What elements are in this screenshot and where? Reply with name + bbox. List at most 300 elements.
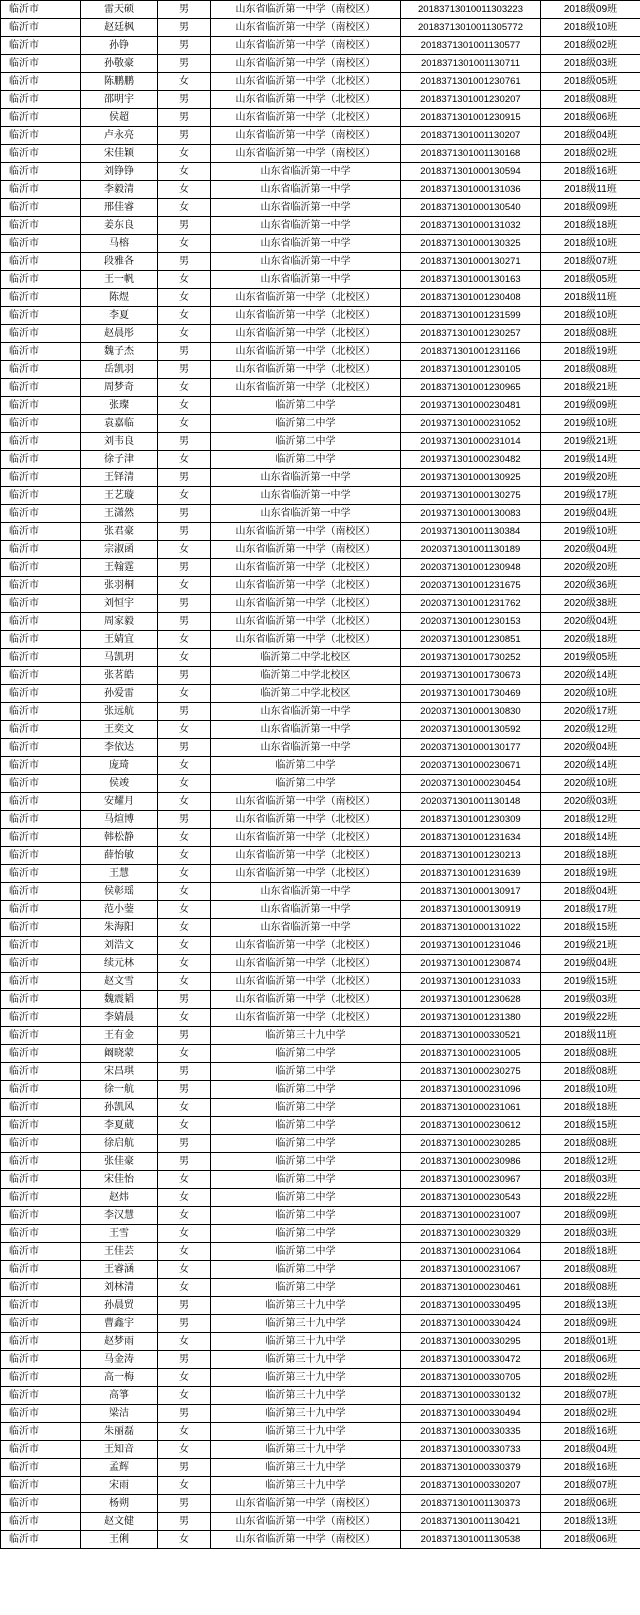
gender-cell: 女: [158, 181, 211, 199]
name-cell: 王铎清: [81, 469, 158, 487]
city-cell: 临沂市: [1, 703, 81, 721]
student-id-cell: 2019371301000231052: [401, 415, 541, 433]
class-cell: 2018级18班: [541, 847, 640, 865]
table-row: [1, 631, 640, 649]
gender-cell: 女: [158, 1207, 211, 1225]
gender-cell: 男: [158, 217, 211, 235]
class-cell: 2018级02班: [541, 37, 640, 55]
school-cell: 山东省临沂第一中学: [211, 163, 401, 181]
gender-cell: 男: [158, 1495, 211, 1513]
name-cell: 王知音: [81, 1441, 158, 1459]
school-cell: 山东省临沂第一中学（北校区）: [211, 829, 401, 847]
name-cell: 李汉慧: [81, 1207, 158, 1225]
student-id-cell: 2018371301000231005: [401, 1045, 541, 1063]
class-cell: 2018级08班: [541, 1135, 640, 1153]
name-cell: 张佳豪: [81, 1153, 158, 1171]
table-row: [1, 37, 640, 55]
school-cell: 临沂第三十九中学: [211, 1027, 401, 1045]
name-cell: 侯彰瑶: [81, 883, 158, 901]
school-cell: 临沂第三十九中学: [211, 1351, 401, 1369]
gender-cell: 女: [158, 1423, 211, 1441]
name-cell: 王艺璇: [81, 487, 158, 505]
school-cell: 山东省临沂第一中学: [211, 883, 401, 901]
class-cell: 2018级04班: [541, 127, 640, 145]
class-cell: 2018级16班: [541, 1459, 640, 1477]
city-cell: 临沂市: [1, 1513, 81, 1531]
gender-cell: 女: [158, 73, 211, 91]
city-cell: 临沂市: [1, 1405, 81, 1423]
table-row: [1, 505, 640, 523]
gender-cell: 女: [158, 289, 211, 307]
class-cell: 2020级04班: [541, 739, 640, 757]
city-cell: 临沂市: [1, 1045, 81, 1063]
city-cell: 临沂市: [1, 1423, 81, 1441]
gender-cell: 女: [158, 199, 211, 217]
table-row: [1, 793, 640, 811]
school-cell: 临沂第二中学: [211, 1045, 401, 1063]
student-id-cell: 2019371301000230481: [401, 397, 541, 415]
city-cell: 临沂市: [1, 307, 81, 325]
gender-cell: 男: [158, 55, 211, 73]
city-cell: 临沂市: [1, 1009, 81, 1027]
student-id-cell: 2019371301001231046: [401, 937, 541, 955]
gender-cell: 女: [158, 541, 211, 559]
table-row: [1, 307, 640, 325]
class-cell: 2019级05班: [541, 649, 640, 667]
table-row: [1, 1279, 640, 1297]
table-row: [1, 289, 640, 307]
school-cell: 山东省临沂第一中学（北校区）: [211, 307, 401, 325]
city-cell: 临沂市: [1, 1243, 81, 1261]
gender-cell: 男: [158, 109, 211, 127]
gender-cell: 男: [158, 1027, 211, 1045]
city-cell: 临沂市: [1, 181, 81, 199]
student-id-cell: 2018371301000230967: [401, 1171, 541, 1189]
student-id-cell: 2019371301001730252: [401, 649, 541, 667]
student-id-cell: 2018371301001130207: [401, 127, 541, 145]
name-cell: 陈鹏鹏: [81, 73, 158, 91]
city-cell: 临沂市: [1, 235, 81, 253]
name-cell: 曹鑫宇: [81, 1315, 158, 1333]
city-cell: 临沂市: [1, 937, 81, 955]
class-cell: 2019级21班: [541, 433, 640, 451]
class-cell: 2018级22班: [541, 1189, 640, 1207]
class-cell: 2018级15班: [541, 919, 640, 937]
gender-cell: 男: [158, 1153, 211, 1171]
gender-cell: 女: [158, 1477, 211, 1495]
city-cell: 临沂市: [1, 1441, 81, 1459]
gender-cell: 女: [158, 631, 211, 649]
school-cell: 山东省临沂第一中学（北校区）: [211, 613, 401, 631]
school-cell: 临沂第二中学: [211, 433, 401, 451]
city-cell: 临沂市: [1, 469, 81, 487]
table-row: [1, 181, 640, 199]
class-cell: 2018级07班: [541, 1477, 640, 1495]
gender-cell: 男: [158, 613, 211, 631]
class-cell: 2019级15班: [541, 973, 640, 991]
gender-cell: 女: [158, 919, 211, 937]
class-cell: 2018级16班: [541, 163, 640, 181]
name-cell: 刘恒宇: [81, 595, 158, 613]
class-cell: 2019级17班: [541, 487, 640, 505]
school-cell: 山东省临沂第一中学: [211, 505, 401, 523]
city-cell: 临沂市: [1, 127, 81, 145]
city-cell: 临沂市: [1, 1351, 81, 1369]
name-cell: 卢永亮: [81, 127, 158, 145]
student-id-cell: 2020371301001130148: [401, 793, 541, 811]
school-cell: 临沂第三十九中学: [211, 1405, 401, 1423]
class-cell: 2018级08班: [541, 1045, 640, 1063]
city-cell: 临沂市: [1, 541, 81, 559]
city-cell: 临沂市: [1, 1297, 81, 1315]
gender-cell: 女: [158, 649, 211, 667]
school-cell: 临沂第三十九中学: [211, 1477, 401, 1495]
name-cell: 王婧宜: [81, 631, 158, 649]
student-id-cell: 2018371301001230213: [401, 847, 541, 865]
gender-cell: 女: [158, 397, 211, 415]
student-id-cell: 2020371301001230851: [401, 631, 541, 649]
student-id-cell: 2020371301001230948: [401, 559, 541, 577]
table-row: [1, 415, 640, 433]
name-cell: 韩松静: [81, 829, 158, 847]
table-row: [1, 721, 640, 739]
student-id-cell: 2018371301000230986: [401, 1153, 541, 1171]
table-row: [1, 685, 640, 703]
table-row: [1, 127, 640, 145]
city-cell: 临沂市: [1, 1261, 81, 1279]
city-cell: 临沂市: [1, 1135, 81, 1153]
name-cell: 王睿涵: [81, 1261, 158, 1279]
table-row: [1, 919, 640, 937]
student-id-cell: 2020371301000230671: [401, 757, 541, 775]
table-row: [1, 1009, 640, 1027]
gender-cell: 女: [158, 1531, 211, 1549]
name-cell: 庞琦: [81, 757, 158, 775]
class-cell: 2020级20班: [541, 559, 640, 577]
student-id-cell: 2018371301000230612: [401, 1117, 541, 1135]
student-id-cell: 2018371301000130917: [401, 883, 541, 901]
student-id-cell: 2020371301001130189: [401, 541, 541, 559]
name-cell: 梁洁: [81, 1405, 158, 1423]
city-cell: 临沂市: [1, 433, 81, 451]
school-cell: 临沂第三十九中学: [211, 1315, 401, 1333]
school-cell: 山东省临沂第一中学: [211, 721, 401, 739]
name-cell: 侯超: [81, 109, 158, 127]
student-id-cell: 2018371301001230309: [401, 811, 541, 829]
student-id-cell: 2018371301000330424: [401, 1315, 541, 1333]
class-cell: 2019级04班: [541, 505, 640, 523]
name-cell: 王翰霆: [81, 559, 158, 577]
school-cell: 山东省临沂第一中学: [211, 217, 401, 235]
table-row: [1, 883, 640, 901]
name-cell: 魏震韬: [81, 991, 158, 1009]
student-id-cell: 2018371301000231067: [401, 1261, 541, 1279]
gender-cell: 男: [158, 343, 211, 361]
name-cell: 赵梦雨: [81, 1333, 158, 1351]
student-id-cell: 2020371301000130830: [401, 703, 541, 721]
table-row: [1, 433, 640, 451]
school-cell: 临沂第二中学: [211, 1153, 401, 1171]
table-row: [1, 199, 640, 217]
gender-cell: 女: [158, 1099, 211, 1117]
gender-cell: 女: [158, 1333, 211, 1351]
class-cell: 2020级10班: [541, 685, 640, 703]
city-cell: 临沂市: [1, 1063, 81, 1081]
gender-cell: 男: [158, 1315, 211, 1333]
table-row: [1, 253, 640, 271]
table-row: [1, 1423, 640, 1441]
name-cell: 刘浩文: [81, 937, 158, 955]
table-row: [1, 901, 640, 919]
school-cell: 临沂第二中学: [211, 1063, 401, 1081]
table-row: [1, 1153, 640, 1171]
student-id-cell: 2018371301000130919: [401, 901, 541, 919]
student-id-cell: 2018371301001231599: [401, 307, 541, 325]
gender-cell: 女: [158, 793, 211, 811]
class-cell: 2020级36班: [541, 577, 640, 595]
city-cell: 临沂市: [1, 1, 81, 19]
student-id-cell: 2018371301001130577: [401, 37, 541, 55]
name-cell: 孙敬豪: [81, 55, 158, 73]
table-row: [1, 613, 640, 631]
table-row: [1, 343, 640, 361]
name-cell: 岳凯羽: [81, 361, 158, 379]
student-id-cell: 2018371301001130168: [401, 145, 541, 163]
class-cell: 2018级07班: [541, 253, 640, 271]
name-cell: 孙铮: [81, 37, 158, 55]
class-cell: 2018级06班: [541, 1495, 640, 1513]
school-cell: 临沂第三十九中学: [211, 1423, 401, 1441]
school-cell: 山东省临沂第一中学（南校区）: [211, 1, 401, 19]
school-cell: 山东省临沂第一中学（南校区）: [211, 19, 401, 37]
name-cell: 周梦奇: [81, 379, 158, 397]
gender-cell: 女: [158, 775, 211, 793]
name-cell: 徐子津: [81, 451, 158, 469]
name-cell: 李婧晨: [81, 1009, 158, 1027]
name-cell: 宋佳怡: [81, 1171, 158, 1189]
gender-cell: 女: [158, 883, 211, 901]
class-cell: 2020级04班: [541, 541, 640, 559]
student-id-cell: 20183713010011305772: [401, 19, 541, 37]
school-cell: 山东省临沂第一中学（北校区）: [211, 991, 401, 1009]
table-row: [1, 1477, 640, 1495]
student-id-cell: 2018371301000330494: [401, 1405, 541, 1423]
school-cell: 山东省临沂第一中学（北校区）: [211, 361, 401, 379]
name-cell: 魏子杰: [81, 343, 158, 361]
city-cell: 临沂市: [1, 1189, 81, 1207]
gender-cell: 女: [158, 163, 211, 181]
table-row: [1, 1261, 640, 1279]
class-cell: 2018级19班: [541, 865, 640, 883]
school-cell: 山东省临沂第一中学（北校区）: [211, 811, 401, 829]
class-cell: 2020级14班: [541, 757, 640, 775]
city-cell: 临沂市: [1, 1333, 81, 1351]
school-cell: 山东省临沂第一中学（北校区）: [211, 847, 401, 865]
class-cell: 2018级11班: [541, 1027, 640, 1045]
city-cell: 临沂市: [1, 91, 81, 109]
name-cell: 张茗皓: [81, 667, 158, 685]
student-id-cell: 2019371301001231033: [401, 973, 541, 991]
gender-cell: 男: [158, 595, 211, 613]
class-cell: 2018级09班: [541, 199, 640, 217]
name-cell: 李依达: [81, 739, 158, 757]
school-cell: 山东省临沂第一中学（南校区）: [211, 145, 401, 163]
table-row: [1, 1333, 640, 1351]
student-id-cell: 2018371301000130540: [401, 199, 541, 217]
student-id-cell: 2018371301000330132: [401, 1387, 541, 1405]
city-cell: 临沂市: [1, 649, 81, 667]
city-cell: 临沂市: [1, 811, 81, 829]
student-id-cell: 2018371301000330295: [401, 1333, 541, 1351]
student-id-cell: 2018371301000231007: [401, 1207, 541, 1225]
gender-cell: 女: [158, 415, 211, 433]
table-row: [1, 811, 640, 829]
class-cell: 2018级03班: [541, 1225, 640, 1243]
city-cell: 临沂市: [1, 739, 81, 757]
class-cell: 2018级08班: [541, 1279, 640, 1297]
class-cell: 2019级20班: [541, 469, 640, 487]
city-cell: 临沂市: [1, 667, 81, 685]
gender-cell: 女: [158, 325, 211, 343]
student-id-cell: 2018371301000330379: [401, 1459, 541, 1477]
table-row: [1, 325, 640, 343]
student-id-cell: 2019371301001730673: [401, 667, 541, 685]
gender-cell: 女: [158, 145, 211, 163]
name-cell: 薛怡敏: [81, 847, 158, 865]
gender-cell: 男: [158, 1351, 211, 1369]
city-cell: 临沂市: [1, 1531, 81, 1549]
school-cell: 临沂第二中学: [211, 451, 401, 469]
student-id-cell: 2018371301001231639: [401, 865, 541, 883]
name-cell: 邵明宇: [81, 91, 158, 109]
school-cell: 山东省临沂第一中学（北校区）: [211, 379, 401, 397]
school-cell: 山东省临沂第一中学（南校区）: [211, 541, 401, 559]
city-cell: 临沂市: [1, 1225, 81, 1243]
city-cell: 临沂市: [1, 397, 81, 415]
student-id-cell: 2019371301000130925: [401, 469, 541, 487]
school-cell: 山东省临沂第一中学（北校区）: [211, 91, 401, 109]
school-cell: 临沂第二中学: [211, 1243, 401, 1261]
city-cell: 临沂市: [1, 721, 81, 739]
table-row: [1, 541, 640, 559]
class-cell: 2020级18班: [541, 631, 640, 649]
city-cell: 临沂市: [1, 793, 81, 811]
class-cell: 2018级15班: [541, 1117, 640, 1135]
table-row: [1, 397, 640, 415]
class-cell: 2018级08班: [541, 91, 640, 109]
school-cell: 山东省临沂第一中学（南校区）: [211, 127, 401, 145]
gender-cell: 女: [158, 1189, 211, 1207]
table-row: [1, 1297, 640, 1315]
name-cell: 李夏: [81, 307, 158, 325]
city-cell: 临沂市: [1, 217, 81, 235]
gender-cell: 女: [158, 1441, 211, 1459]
city-cell: 临沂市: [1, 919, 81, 937]
table-row: [1, 469, 640, 487]
school-cell: 临沂第三十九中学: [211, 1297, 401, 1315]
school-cell: 临沂第三十九中学: [211, 1459, 401, 1477]
table-row: [1, 361, 640, 379]
student-id-cell: 2018371301001130538: [401, 1531, 541, 1549]
name-cell: 续元林: [81, 955, 158, 973]
class-cell: 2020级38班: [541, 595, 640, 613]
name-cell: 张羽桐: [81, 577, 158, 595]
class-cell: 2018级01班: [541, 1333, 640, 1351]
class-cell: 2018级12班: [541, 811, 640, 829]
table-row: [1, 703, 640, 721]
table-row: [1, 649, 640, 667]
gender-cell: 女: [158, 721, 211, 739]
school-cell: 山东省临沂第一中学: [211, 901, 401, 919]
school-cell: 临沂第二中学: [211, 1207, 401, 1225]
class-cell: 2019级14班: [541, 451, 640, 469]
student-id-cell: 2018371301000230275: [401, 1063, 541, 1081]
school-cell: 临沂第三十九中学: [211, 1441, 401, 1459]
student-id-cell: 2020371301001230153: [401, 613, 541, 631]
city-cell: 临沂市: [1, 829, 81, 847]
gender-cell: 男: [158, 1513, 211, 1531]
table-row: [1, 577, 640, 595]
city-cell: 临沂市: [1, 37, 81, 55]
gender-cell: 女: [158, 685, 211, 703]
table-row: [1, 19, 640, 37]
city-cell: 临沂市: [1, 847, 81, 865]
name-cell: 马凯玥: [81, 649, 158, 667]
class-cell: 2018级09班: [541, 1207, 640, 1225]
name-cell: 张君豪: [81, 523, 158, 541]
class-cell: 2018级06班: [541, 109, 640, 127]
city-cell: 临沂市: [1, 901, 81, 919]
class-cell: 2018级14班: [541, 829, 640, 847]
table-row: [1, 1459, 640, 1477]
name-cell: 刘林清: [81, 1279, 158, 1297]
city-cell: 临沂市: [1, 163, 81, 181]
class-cell: 2020级14班: [541, 667, 640, 685]
city-cell: 临沂市: [1, 199, 81, 217]
student-id-cell: 2019371301001230628: [401, 991, 541, 1009]
school-cell: 山东省临沂第一中学（南校区）: [211, 37, 401, 55]
name-cell: 徐一航: [81, 1081, 158, 1099]
table-row: [1, 1135, 640, 1153]
class-cell: 2019级21班: [541, 937, 640, 955]
student-id-cell: 2018371301000231096: [401, 1081, 541, 1099]
school-cell: 山东省临沂第一中学（北校区）: [211, 1009, 401, 1027]
name-cell: 徐启航: [81, 1135, 158, 1153]
name-cell: 张璨: [81, 397, 158, 415]
name-cell: 马金涛: [81, 1351, 158, 1369]
gender-cell: 女: [158, 577, 211, 595]
table-row: [1, 1189, 640, 1207]
city-cell: 临沂市: [1, 505, 81, 523]
name-cell: 孟辉: [81, 1459, 158, 1477]
city-cell: 临沂市: [1, 109, 81, 127]
gender-cell: 男: [158, 1135, 211, 1153]
school-cell: 临沂第二中学: [211, 1225, 401, 1243]
name-cell: 陈煜: [81, 289, 158, 307]
name-cell: 朱丽磊: [81, 1423, 158, 1441]
student-id-cell: 2018371301000330207: [401, 1477, 541, 1495]
city-cell: 临沂市: [1, 991, 81, 1009]
gender-cell: 男: [158, 667, 211, 685]
class-cell: 2018级10班: [541, 235, 640, 253]
student-id-cell: 20183713010011303223: [401, 1, 541, 19]
city-cell: 临沂市: [1, 1459, 81, 1477]
name-cell: 宋佳颖: [81, 145, 158, 163]
gender-cell: 女: [158, 1369, 211, 1387]
school-cell: 临沂第二中学: [211, 1189, 401, 1207]
table-row: [1, 145, 640, 163]
class-cell: 2018级08班: [541, 1261, 640, 1279]
